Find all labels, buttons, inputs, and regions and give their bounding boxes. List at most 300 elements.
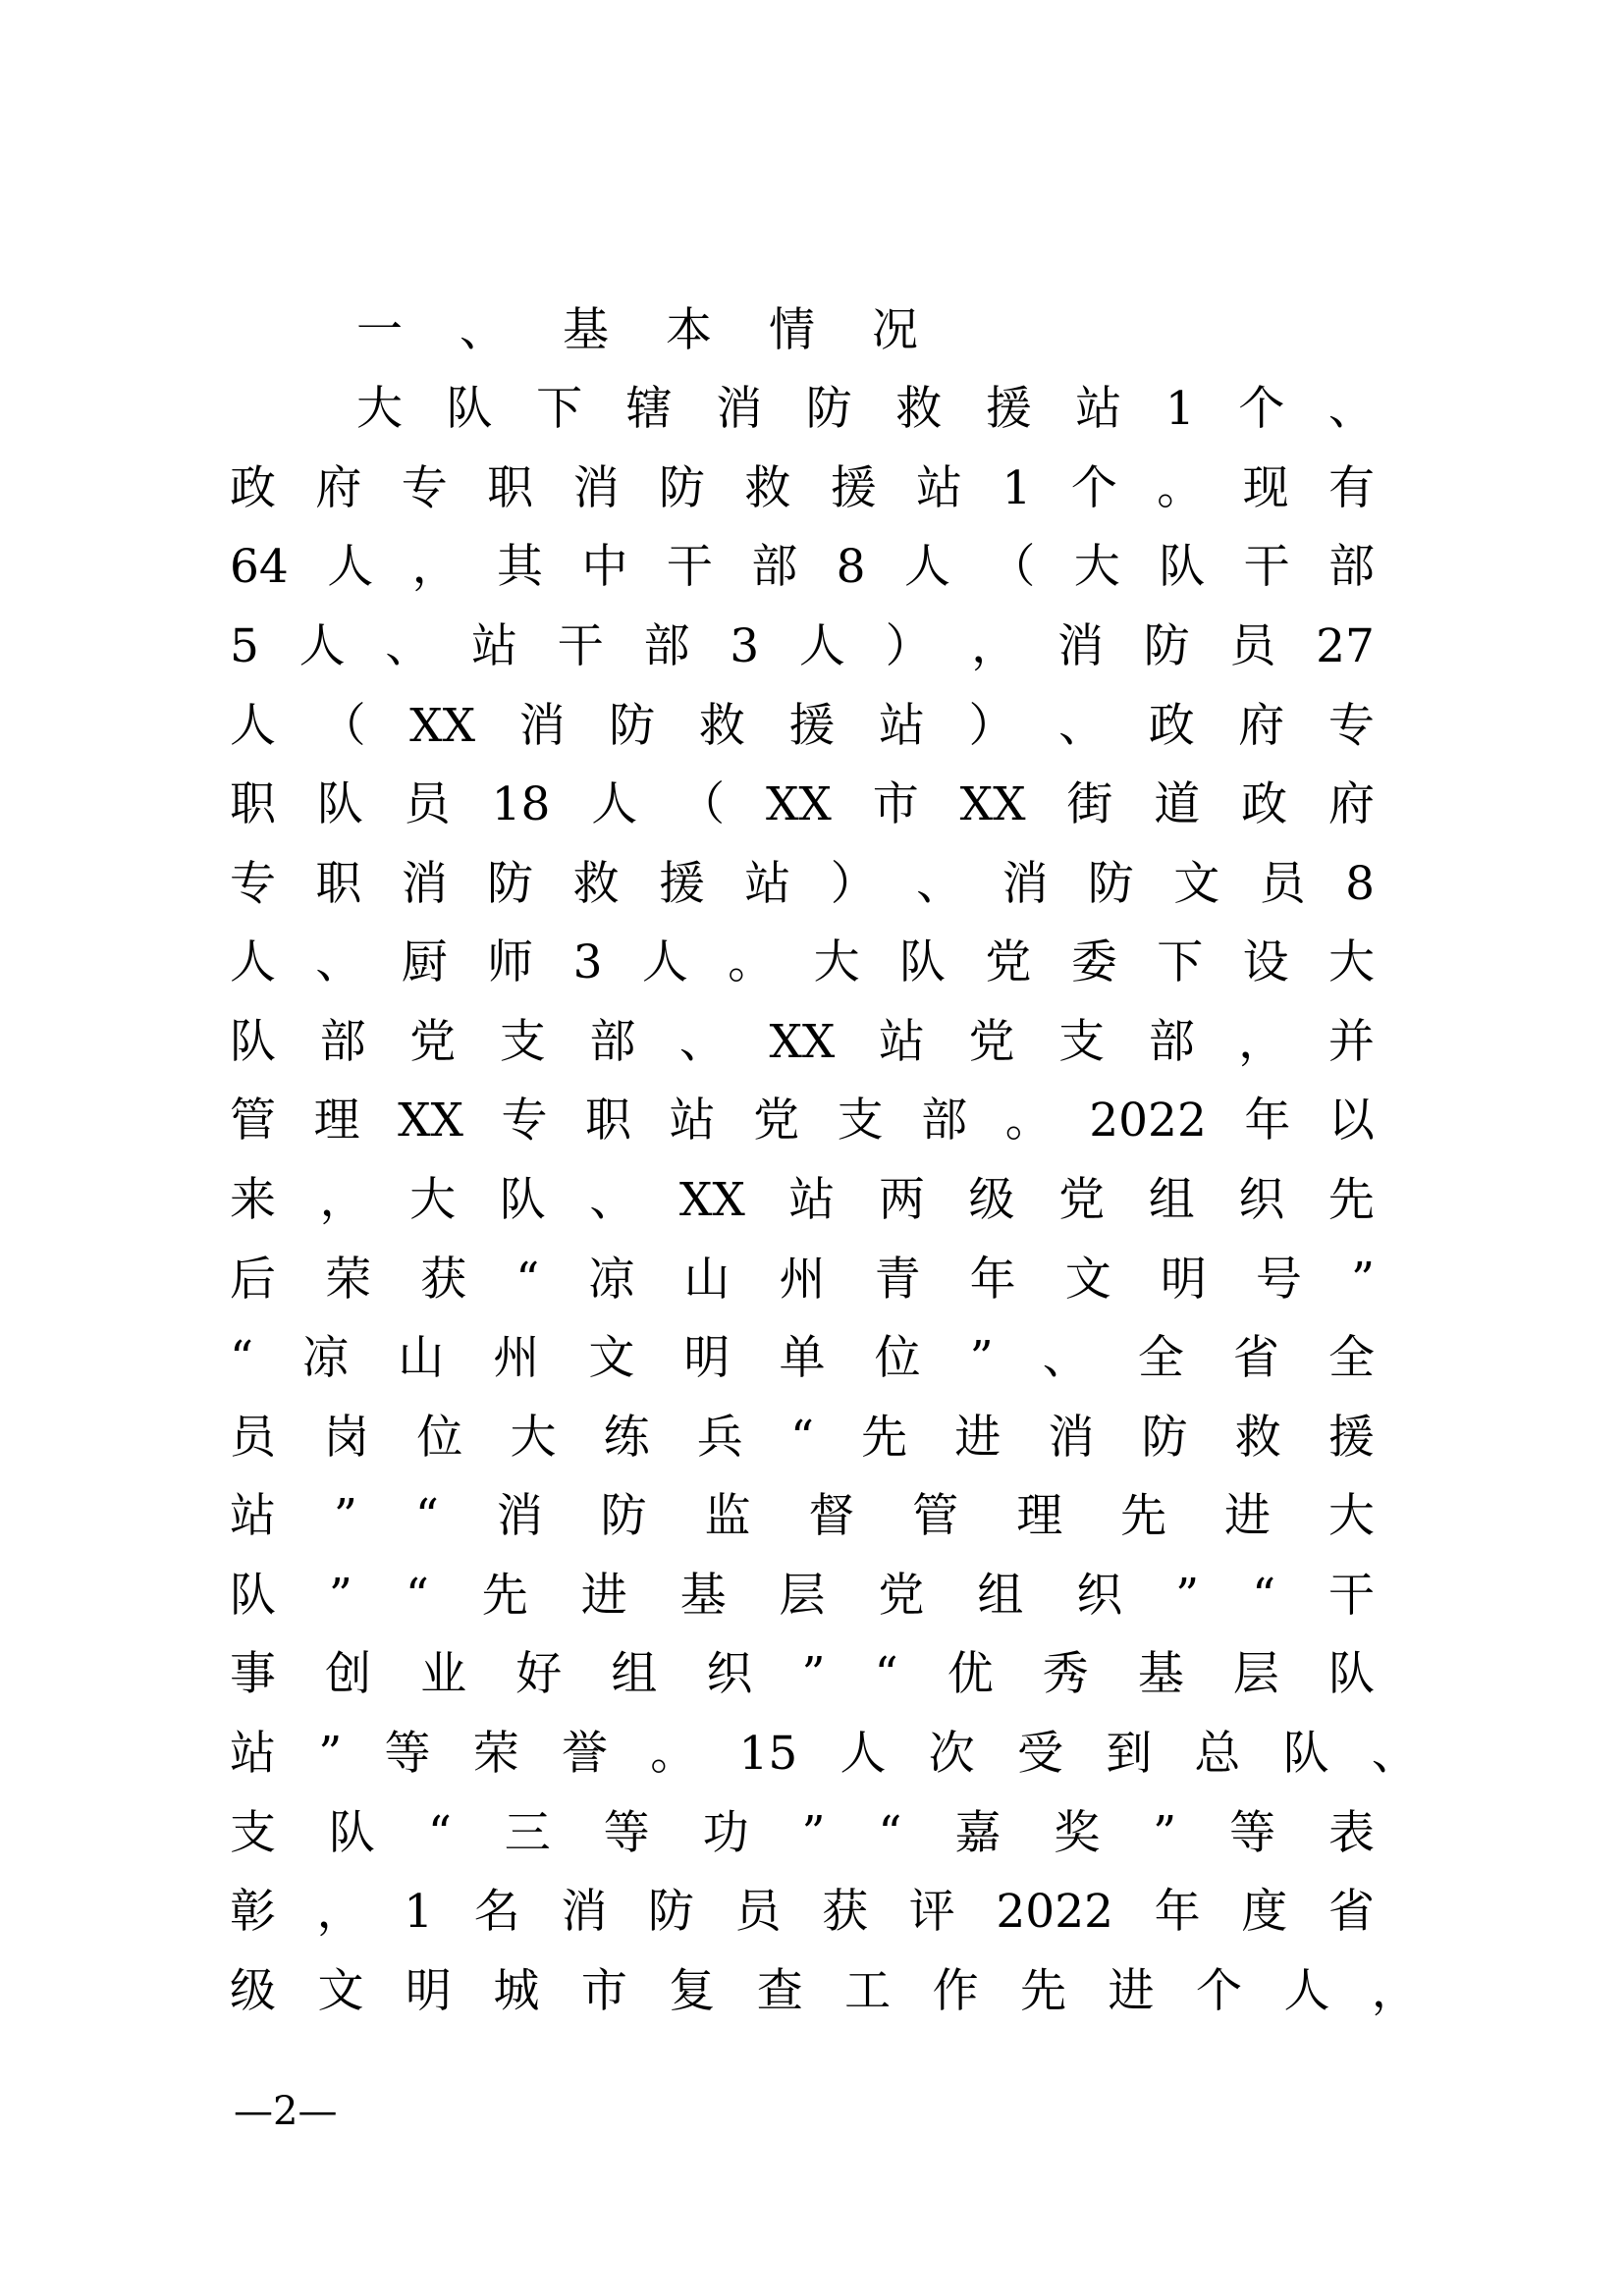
- text-token: 部: [1328, 540, 1375, 594]
- text-token: 凉: [588, 1253, 635, 1307]
- text-token: 5: [230, 619, 259, 673]
- text-token: 员: [1229, 619, 1276, 673]
- text-token: 8: [1345, 857, 1375, 911]
- text-token: 织: [706, 1647, 753, 1701]
- text-token: 理: [1016, 1489, 1063, 1543]
- text-token: 部: [921, 1094, 968, 1148]
- text-token: 先: [481, 1569, 528, 1623]
- text-token: 监: [704, 1489, 751, 1543]
- text-token: 援: [985, 382, 1032, 436]
- text-token: 部: [1148, 1015, 1195, 1069]
- paragraph-line-10: [230, 1082, 1375, 1160]
- text-token: 站: [878, 1015, 925, 1069]
- text-token: 政: [1148, 699, 1195, 753]
- text-token: “: [878, 1806, 902, 1860]
- text-token: 明: [1160, 1253, 1207, 1307]
- text-token: 创: [325, 1647, 372, 1701]
- text-token: 省: [1232, 1331, 1279, 1385]
- text-token: 消: [496, 1489, 543, 1543]
- text-token: 专: [1327, 699, 1375, 753]
- text-token: 个: [1238, 382, 1285, 436]
- text-token: 先: [1327, 1173, 1375, 1227]
- text-token: XX: [398, 1094, 463, 1148]
- text-token: 进: [1223, 1489, 1271, 1543]
- text-token: 员: [230, 1411, 276, 1465]
- paragraph-line-6: [230, 766, 1375, 844]
- text-token: 防: [487, 857, 534, 911]
- text-token: 大: [356, 382, 403, 436]
- text-token: 查: [756, 1964, 803, 2018]
- text-token: 员: [1259, 857, 1306, 911]
- text-token: 大: [409, 1173, 457, 1227]
- text-token: 队: [899, 935, 947, 989]
- text-token: 防: [609, 699, 656, 753]
- text-token: 党: [753, 1094, 800, 1148]
- text-token: 救: [698, 699, 745, 753]
- text-token: 干: [557, 619, 604, 673]
- text-token: 防: [1141, 1411, 1188, 1465]
- text-token: 市: [580, 1964, 627, 2018]
- text-token: 凉: [302, 1331, 350, 1385]
- text-token: 员: [404, 777, 451, 831]
- text-token: 消: [1048, 1411, 1095, 1465]
- text-token: 防: [1087, 857, 1134, 911]
- text-token: 有: [1327, 461, 1375, 515]
- text-token: 大: [813, 935, 860, 989]
- text-token: 并: [1327, 1015, 1375, 1069]
- text-token: ）: [830, 857, 877, 911]
- text-token: 道: [1154, 777, 1201, 831]
- text-token: 政: [1241, 777, 1288, 831]
- paragraph-line-4: [230, 608, 1375, 686]
- text-token: 、: [315, 935, 362, 989]
- paragraph-line-12: [230, 1241, 1375, 1319]
- text-token: 部: [319, 1015, 366, 1069]
- text-token: 评: [908, 1885, 955, 1939]
- text-token: 消: [518, 699, 566, 753]
- text-token: ”: [318, 1727, 343, 1781]
- text-token: 18: [491, 777, 551, 831]
- text-token: 优: [947, 1647, 994, 1701]
- text-token: 站: [916, 461, 963, 515]
- text-token: 人: [230, 935, 276, 989]
- text-token: 救: [744, 461, 791, 515]
- text-token: 等: [1229, 1806, 1276, 1860]
- text-token: 、: [678, 1015, 726, 1069]
- text-token: 中: [581, 540, 628, 594]
- text-token: 党: [985, 935, 1032, 989]
- paragraph-line-1: [356, 370, 1375, 449]
- text-token: “: [405, 1569, 429, 1623]
- text-token: 党: [968, 1015, 1015, 1069]
- text-token: 街: [1066, 777, 1113, 831]
- text-token: 级: [230, 1964, 276, 2018]
- text-token: 站: [744, 857, 791, 911]
- text-token: 消: [1057, 619, 1104, 673]
- text-token: 荣: [472, 1727, 519, 1781]
- text-token: XX: [769, 1015, 836, 1069]
- section-heading: [356, 292, 918, 370]
- text-token: 表: [1328, 1806, 1375, 1860]
- text-token: 先: [1120, 1489, 1167, 1543]
- text-token: 部: [643, 619, 690, 673]
- text-token: 情: [769, 303, 815, 357]
- paragraph-line-20: [230, 1873, 1375, 1951]
- text-token: 、: [916, 857, 963, 911]
- text-token: 、: [1042, 1331, 1089, 1385]
- text-token: 单: [779, 1331, 826, 1385]
- text-token: 站: [230, 1489, 276, 1543]
- text-token: 支: [1058, 1015, 1106, 1069]
- text-token: 人: [230, 699, 276, 753]
- text-token: 州: [493, 1331, 540, 1385]
- text-token: 荣: [325, 1253, 372, 1307]
- text-token: 职: [315, 857, 362, 911]
- text-token: 号: [1255, 1253, 1302, 1307]
- text-token: 下: [536, 382, 583, 436]
- text-token: 8: [836, 540, 866, 594]
- text-token: 队: [230, 1569, 276, 1623]
- text-token: ，: [1238, 1015, 1285, 1069]
- text-token: 消: [401, 857, 448, 911]
- text-token: 人: [298, 619, 346, 673]
- text-token: 人: [903, 540, 950, 594]
- text-token: 组: [611, 1647, 658, 1701]
- text-token: 、: [589, 1173, 636, 1227]
- text-token: 防: [1143, 619, 1190, 673]
- text-token: 队: [1159, 540, 1206, 594]
- text-token: 其: [497, 540, 544, 594]
- text-token: 基: [1137, 1647, 1184, 1701]
- text-token: 支: [837, 1094, 884, 1148]
- text-token: 3: [572, 935, 603, 989]
- text-token: 复: [669, 1964, 716, 2018]
- text-token: 支: [230, 1806, 276, 1860]
- text-token: 援: [658, 857, 705, 911]
- text-token: “: [789, 1411, 814, 1465]
- text-token: 党: [1058, 1173, 1106, 1227]
- text-token: 大: [1327, 1489, 1375, 1543]
- paragraph-line-19: [230, 1794, 1375, 1873]
- paragraph-line-5: [230, 687, 1375, 766]
- text-token: 、: [1371, 1727, 1418, 1781]
- text-token: ，: [319, 1173, 366, 1227]
- text-token: 组: [977, 1569, 1024, 1623]
- text-token: 督: [808, 1489, 855, 1543]
- text-token: 消: [1001, 857, 1049, 911]
- text-token: 站: [230, 1727, 276, 1781]
- text-token: 先: [1020, 1964, 1067, 2018]
- text-token: 府: [1238, 699, 1285, 753]
- text-token: 站: [1075, 382, 1122, 436]
- text-token: ，: [411, 540, 459, 594]
- text-token: 人: [641, 935, 688, 989]
- text-token: 部: [751, 540, 798, 594]
- text-token: 府: [315, 461, 362, 515]
- text-token: 人: [839, 1727, 887, 1781]
- text-token: 职: [585, 1094, 632, 1148]
- text-token: 到: [1106, 1727, 1153, 1781]
- text-token: ”: [1175, 1569, 1200, 1623]
- text-token: 青: [874, 1253, 921, 1307]
- text-token: 文: [1173, 857, 1220, 911]
- text-token: 15: [738, 1727, 798, 1781]
- text-token: 获: [420, 1253, 467, 1307]
- text-token: 党: [409, 1015, 457, 1069]
- text-token: 次: [928, 1727, 975, 1781]
- text-token: 管: [912, 1489, 959, 1543]
- text-token: 位: [416, 1411, 463, 1465]
- text-token: ”: [1153, 1806, 1177, 1860]
- text-token: 师: [487, 935, 534, 989]
- paragraph-line-14: [230, 1399, 1375, 1477]
- text-token: 专: [230, 857, 276, 911]
- text-token: 彰: [230, 1885, 276, 1939]
- text-token: 全: [1328, 1331, 1375, 1385]
- text-token: 职: [230, 777, 276, 831]
- text-token: 名: [473, 1885, 520, 1939]
- text-token: 站: [878, 699, 925, 753]
- paragraph-line-17: [230, 1635, 1375, 1714]
- paragraph-line-9: [230, 1003, 1375, 1082]
- text-token: 一: [356, 303, 403, 357]
- text-token: 援: [788, 699, 836, 753]
- paragraph-line-15: [230, 1477, 1375, 1556]
- text-token: 。: [1004, 1094, 1052, 1148]
- text-token: 1: [1001, 461, 1032, 515]
- text-token: 队: [1282, 1727, 1329, 1781]
- text-token: ）: [885, 619, 932, 673]
- text-token: 岗: [323, 1411, 370, 1465]
- text-token: 专: [401, 461, 448, 515]
- text-token: 人: [591, 777, 638, 831]
- text-token: 好: [515, 1647, 563, 1701]
- text-token: 、: [1327, 382, 1375, 436]
- text-token: 况: [872, 303, 918, 357]
- text-token: 先: [861, 1411, 908, 1465]
- text-token: 站: [471, 619, 518, 673]
- text-token: 大: [510, 1411, 557, 1465]
- text-token: （: [319, 699, 366, 753]
- text-token: 党: [878, 1569, 925, 1623]
- text-token: 基: [563, 303, 609, 357]
- text-token: ”: [328, 1569, 352, 1623]
- text-token: “: [427, 1806, 452, 1860]
- paragraph-line-18: [230, 1715, 1418, 1793]
- text-token: 个: [1070, 461, 1117, 515]
- text-token: 1: [404, 1885, 434, 1939]
- text-token: XX: [409, 699, 476, 753]
- text-token: 2022: [1089, 1094, 1207, 1148]
- text-token: 辖: [625, 382, 673, 436]
- text-token: 人: [327, 540, 374, 594]
- text-token: 救: [572, 857, 620, 911]
- text-token: 员: [734, 1885, 782, 1939]
- text-token: “: [230, 1331, 254, 1385]
- text-token: 救: [1234, 1411, 1281, 1465]
- text-token: 本: [666, 303, 712, 357]
- text-token: 山: [683, 1253, 731, 1307]
- text-token: 层: [1232, 1647, 1279, 1701]
- text-token: 消: [561, 1885, 608, 1939]
- paragraph-line-11: [230, 1161, 1375, 1240]
- text-token: 练: [603, 1411, 650, 1465]
- text-token: 。: [1157, 461, 1204, 515]
- text-token: 队: [328, 1806, 375, 1860]
- text-token: 全: [1137, 1331, 1184, 1385]
- text-token: 年: [969, 1253, 1016, 1307]
- text-token: 誉: [561, 1727, 608, 1781]
- text-token: 大: [1073, 540, 1120, 594]
- text-token: 援: [830, 461, 877, 515]
- text-token: 站: [788, 1173, 836, 1227]
- text-token: 队: [499, 1173, 546, 1227]
- text-token: 文: [1064, 1253, 1111, 1307]
- text-token: 2022: [996, 1885, 1114, 1939]
- text-token: 政: [230, 461, 276, 515]
- text-token: 以: [1327, 1094, 1375, 1148]
- text-token: 作: [932, 1964, 979, 2018]
- text-token: 秀: [1042, 1647, 1089, 1701]
- text-token: 干: [1243, 540, 1290, 594]
- text-token: 人: [1283, 1964, 1330, 2018]
- paragraph-line-7: [230, 845, 1375, 924]
- text-token: 后: [230, 1253, 276, 1307]
- text-token: 1: [1164, 382, 1195, 436]
- text-token: 山: [398, 1331, 445, 1385]
- text-token: 位: [874, 1331, 921, 1385]
- text-token: XX: [959, 777, 1026, 831]
- text-token: 三: [504, 1806, 551, 1860]
- text-token: 州: [779, 1253, 826, 1307]
- text-token: 防: [647, 1885, 694, 1939]
- text-token: 干: [1328, 1569, 1375, 1623]
- text-token: 专: [501, 1094, 548, 1148]
- text-token: 下: [1157, 935, 1204, 989]
- text-token: 等: [603, 1806, 650, 1860]
- text-token: 理: [313, 1094, 360, 1148]
- text-token: 。: [650, 1727, 697, 1781]
- text-token: 文: [317, 1964, 364, 2018]
- text-token: 进: [954, 1411, 1001, 1465]
- text-token: 设: [1242, 935, 1289, 989]
- text-token: “: [1252, 1569, 1276, 1623]
- text-token: XX: [765, 777, 832, 831]
- text-token: ”: [801, 1806, 826, 1860]
- text-token: 管: [230, 1094, 276, 1148]
- text-token: 织: [1238, 1173, 1285, 1227]
- text-token: 文: [588, 1331, 635, 1385]
- text-token: 明: [683, 1331, 731, 1385]
- text-token: ”: [333, 1489, 357, 1543]
- text-token: 委: [1070, 935, 1117, 989]
- text-token: 厨: [401, 935, 448, 989]
- text-token: 两: [878, 1173, 925, 1227]
- text-token: 兵: [696, 1411, 743, 1465]
- text-token: 织: [1076, 1569, 1123, 1623]
- text-token: 现: [1242, 461, 1289, 515]
- text-token: 功: [702, 1806, 749, 1860]
- text-token: 嘉: [954, 1806, 1001, 1860]
- text-token: “: [515, 1253, 540, 1307]
- text-token: 个: [1195, 1964, 1242, 2018]
- text-token: 队: [316, 777, 363, 831]
- text-token: 基: [679, 1569, 727, 1623]
- text-token: ”: [801, 1647, 826, 1701]
- text-token: 大: [1327, 935, 1375, 989]
- text-token: 级: [968, 1173, 1015, 1227]
- text-token: 64: [230, 540, 289, 594]
- text-token: ”: [1350, 1253, 1375, 1307]
- text-token: ，: [1371, 1964, 1418, 2018]
- text-token: 总: [1194, 1727, 1241, 1781]
- text-token: 队: [446, 382, 493, 436]
- text-token: 受: [1016, 1727, 1063, 1781]
- text-token: 站: [669, 1094, 716, 1148]
- text-token: 明: [405, 1964, 452, 2018]
- text-token: 防: [600, 1489, 647, 1543]
- text-token: 奖: [1054, 1806, 1101, 1860]
- text-token: 度: [1241, 1885, 1288, 1939]
- text-token: 防: [658, 461, 705, 515]
- text-token: 组: [1148, 1173, 1195, 1227]
- text-token: 27: [1316, 619, 1375, 673]
- paragraph-line-21: [230, 1952, 1418, 2031]
- text-token: （: [678, 777, 726, 831]
- text-token: 消: [716, 382, 763, 436]
- text-token: 等: [384, 1727, 431, 1781]
- text-token: 府: [1327, 777, 1375, 831]
- text-token: 年: [1154, 1885, 1201, 1939]
- text-token: ，: [971, 619, 1018, 673]
- text-token: 防: [805, 382, 852, 436]
- text-token: “: [414, 1489, 439, 1543]
- text-token: （: [989, 540, 1036, 594]
- text-token: 业: [420, 1647, 467, 1701]
- text-token: 年: [1244, 1094, 1291, 1148]
- text-token: 队: [1328, 1647, 1375, 1701]
- text-token: 省: [1327, 1885, 1375, 1939]
- text-token: 支: [499, 1015, 546, 1069]
- text-token: 、: [1058, 699, 1106, 753]
- text-token: 事: [230, 1647, 276, 1701]
- paragraph-line-13: [230, 1319, 1375, 1398]
- text-token: 、: [385, 619, 432, 673]
- text-token: 职: [487, 461, 534, 515]
- paragraph-line-8: [230, 924, 1375, 1002]
- text-token: 进: [1108, 1964, 1155, 2018]
- text-token: 层: [779, 1569, 826, 1623]
- text-token: “: [874, 1647, 898, 1701]
- text-token: ）: [968, 699, 1015, 753]
- text-token: XX: [678, 1173, 745, 1227]
- text-token: 工: [844, 1964, 892, 2018]
- text-token: 来: [230, 1173, 276, 1227]
- text-token: 人: [798, 619, 845, 673]
- text-token: 干: [666, 540, 713, 594]
- text-token: 市: [872, 777, 919, 831]
- text-token: 部: [589, 1015, 636, 1069]
- text-token: ”: [969, 1331, 994, 1385]
- text-token: 城: [493, 1964, 540, 2018]
- paragraph-line-3: [230, 528, 1375, 607]
- text-token: 援: [1327, 1411, 1375, 1465]
- text-token: 队: [230, 1015, 276, 1069]
- paragraph-line-16: [230, 1557, 1375, 1635]
- text-token: 、: [460, 303, 506, 357]
- text-token: ，: [316, 1885, 363, 1939]
- text-token: 。: [728, 935, 775, 989]
